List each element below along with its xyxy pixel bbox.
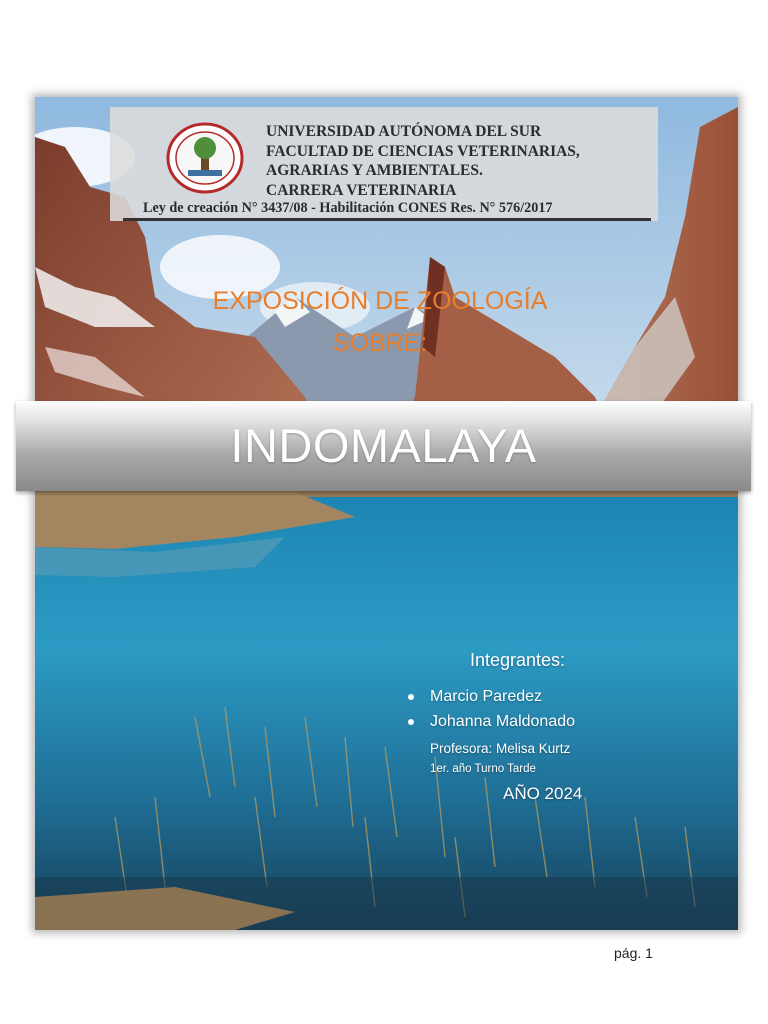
university-name-block — [266, 122, 646, 200]
main-title: INDOMALAYA — [230, 419, 537, 472]
university-line: FACULTAD DE CIENCIAS VETERINARIAS, — [266, 142, 580, 160]
law-line: Ley de creación N° 3437/08 - Habilitación CONES Res. N° 576/2017 — [143, 200, 553, 216]
member-name: Johanna Maldonado — [430, 713, 576, 730]
exposition-title-line2: SOBRE: — [332, 329, 428, 357]
landscape-illustration — [35, 97, 738, 930]
exposition-title-line1: EXPOSICIÓN DE ZOOLOGÍA — [212, 287, 548, 315]
header-divider — [123, 218, 651, 221]
title-band — [16, 401, 751, 491]
cover-photo — [35, 97, 738, 930]
university-line: UNIVERSIDAD AUTÓNOMA DEL SUR — [266, 123, 542, 140]
bullet-icon — [408, 719, 414, 725]
members-heading: Integrantes: — [470, 650, 566, 670]
university-seal-icon — [166, 122, 244, 194]
page-number: pág. 1 — [614, 945, 653, 961]
member-name: Marcio Paredez — [430, 688, 543, 705]
year-label: AÑO 2024 — [503, 784, 583, 803]
university-line: AGRARIAS Y AMBIENTALES. — [266, 162, 483, 179]
course-shift: 1er. año Turno Tarde — [430, 763, 536, 775]
bullet-icon — [408, 694, 414, 700]
exposition-title — [160, 280, 600, 364]
university-line: CARRERA VETERINARIA — [266, 181, 457, 199]
teacher-name: Profesora: Melisa Kurtz — [430, 741, 571, 756]
